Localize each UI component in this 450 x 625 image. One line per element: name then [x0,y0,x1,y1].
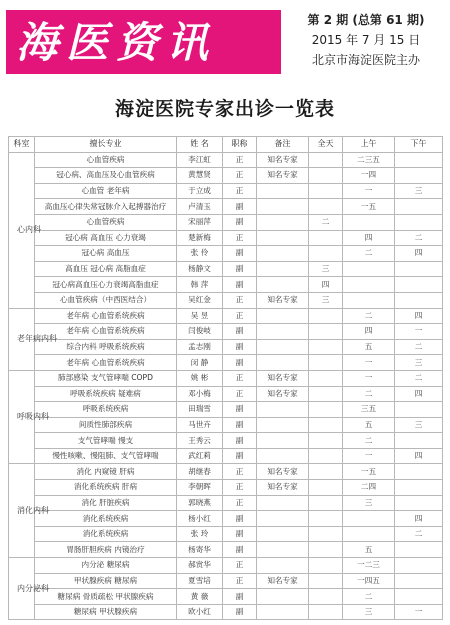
fullday-cell [309,417,343,433]
table-row [9,324,443,340]
issue-info [286,10,446,74]
doctor-title-cell: 副 [223,589,257,605]
afternoon-cell [395,433,443,449]
doctor-title-cell: 副 [223,324,257,340]
header-fullday: 全天 [309,137,343,153]
doctor-name-cell: 欧小红 [177,604,223,620]
doctor-title-cell: 正 [223,558,257,574]
table-row [9,246,443,262]
morning-cell: 三五 [343,402,395,418]
table-row [9,511,443,527]
morning-cell: 五 [343,542,395,558]
specialty-cell: 消化系统疾病 [35,511,177,527]
specialty-cell: 心血管疾病 [35,152,177,168]
fullday-cell [309,402,343,418]
fullday-cell [309,464,343,480]
afternoon-cell [395,214,443,230]
fullday-cell [309,526,343,542]
doctor-name-cell: 韩 萍 [177,277,223,293]
table-row [9,261,443,277]
doctor-title-cell: 正 [223,152,257,168]
doctor-name-cell: 杨寄华 [177,542,223,558]
table-row [9,152,443,168]
note-cell [257,433,309,449]
afternoon-cell: 二 [395,339,443,355]
department-label: 老年病内科 [17,334,57,344]
afternoon-cell [395,542,443,558]
fullday-cell [309,183,343,199]
header-morning: 上午 [343,137,395,153]
afternoon-cell: 四 [395,511,443,527]
morning-cell: 一四 [343,168,395,184]
fullday-cell [309,308,343,324]
note-cell: 知名专家 [257,152,309,168]
doctor-name-cell: 闵 静 [177,355,223,371]
note-cell [257,589,309,605]
table-row [9,183,443,199]
table-row [9,526,443,542]
doctor-name-cell: 吴红金 [177,292,223,308]
morning-cell [343,261,395,277]
morning-cell: 二 [343,589,395,605]
fullday-cell: 三 [309,292,343,308]
doctor-name-cell: 卢清玉 [177,199,223,215]
note-cell [257,230,309,246]
expert-schedule-table [8,136,443,620]
header-note: 备注 [257,137,309,153]
department-cell [9,464,49,558]
issue-date: 2015 年 7 月 15 日 [311,33,421,47]
afternoon-cell: 二 [395,230,443,246]
afternoon-cell [395,292,443,308]
fullday-cell [309,542,343,558]
note-cell [257,495,309,511]
note-cell [257,355,309,371]
table-row [9,480,443,496]
fullday-cell [309,230,343,246]
afternoon-cell [395,495,443,511]
note-cell [257,558,309,574]
morning-cell: 二 [343,308,395,324]
specialty-cell: 消化 内窥镜 肝病 [35,464,177,480]
doctor-name-cell: 姚 彬 [177,370,223,386]
morning-cell: 一二三 [343,558,395,574]
issue-sponsor: 北京市海淀医院主办 [311,53,420,67]
doctor-name-cell: 王秀云 [177,433,223,449]
table-row [9,402,443,418]
note-cell: 知名专家 [257,168,309,184]
afternoon-cell: 一 [395,324,443,340]
note-cell: 知名专家 [257,370,309,386]
brand-banner [6,10,281,74]
morning-cell: 一四五 [343,573,395,589]
header-specialty: 擅长专业 [35,137,177,153]
fullday-cell: 三 [309,261,343,277]
fullday-cell [309,573,343,589]
table-row [9,355,443,371]
specialty-cell: 心血管 老年病 [35,183,177,199]
note-cell: 知名专家 [257,292,309,308]
doctor-name-cell: 夏雪培 [177,573,223,589]
afternoon-cell: 四 [395,386,443,402]
note-cell [257,183,309,199]
newsletter-title: 海医资讯 [16,18,217,67]
doctor-name-cell: 马世卉 [177,417,223,433]
specialty-cell: 冠心病 高血压 [35,246,177,262]
afternoon-cell [395,573,443,589]
afternoon-cell [395,480,443,496]
afternoon-cell: 三 [395,355,443,371]
fullday-cell [309,168,343,184]
doctor-title-cell: 正 [223,386,257,402]
table-row [9,433,443,449]
table-row [9,589,443,605]
morning-cell: 二四 [343,480,395,496]
doctor-name-cell: 李江虹 [177,152,223,168]
specialty-cell: 慢性咳嗽、慢阻肺、支气管哮喘 [35,448,177,464]
afternoon-cell [395,464,443,480]
specialty-cell: 糖尿病 甲状腺疾病 [35,604,177,620]
specialty-cell: 消化 肝脏疾病 [35,495,177,511]
fullday-cell: 二 [309,214,343,230]
doctor-title-cell: 正 [223,573,257,589]
specialty-cell: 内分泌 糖尿病 [35,558,177,574]
specialty-cell: 消化系统疾病 [35,526,177,542]
fullday-cell [309,246,343,262]
doctor-name-cell: 武红莉 [177,448,223,464]
afternoon-cell [395,261,443,277]
specialty-cell: 支气管哮喘 慢支 [35,433,177,449]
doctor-title-cell: 正 [223,480,257,496]
doctor-name-cell: 孟志刚 [177,339,223,355]
doctor-name-cell: 黄慧贤 [177,168,223,184]
morning-cell: 一 [343,355,395,371]
doctor-name-cell: 宋丽萍 [177,214,223,230]
doctor-name-cell: 楚新梅 [177,230,223,246]
note-cell: 知名专家 [257,573,309,589]
morning-cell: 二 [343,386,395,402]
specialty-cell: 间质性肺部疾病 [35,417,177,433]
doctor-name-cell: 张 伶 [177,246,223,262]
morning-cell: 四 [343,324,395,340]
doctor-title-cell: 正 [223,230,257,246]
fullday-cell [309,355,343,371]
note-cell [257,199,309,215]
afternoon-cell: 二 [395,526,443,542]
doctor-name-cell: 邓小梅 [177,386,223,402]
afternoon-cell [395,168,443,184]
specialty-cell: 消化系统疾病 肝病 [35,480,177,496]
department-cell [9,152,41,308]
fullday-cell [309,511,343,527]
note-cell [257,417,309,433]
morning-cell: 二 [343,433,395,449]
table-row [9,308,443,324]
issue-number: 第 2 期 (总第 61 期) [307,13,425,27]
doctor-title-cell: 副 [223,542,257,558]
note-cell [257,324,309,340]
afternoon-cell [395,402,443,418]
note-cell [257,526,309,542]
table-row [9,464,443,480]
table-row [9,339,443,355]
doctor-name-cell: 黄 薇 [177,589,223,605]
specialty-cell: 冠心病高血压心力衰竭高脂血症 [35,277,177,293]
morning-cell: 三 [343,604,395,620]
specialty-cell: 高血压心律失常冠脉介入起搏器治疗 [35,199,177,215]
fullday-cell: 四 [309,277,343,293]
afternoon-cell [395,152,443,168]
specialty-cell: 冠心病、高血压及心血管疾病 [35,168,177,184]
table-row [9,168,443,184]
doctor-name-cell: 杨小红 [177,511,223,527]
morning-cell: 五 [343,417,395,433]
note-cell: 知名专家 [257,480,309,496]
doctor-name-cell: 吴 昱 [177,308,223,324]
doctor-name-cell: 张 玲 [177,526,223,542]
note-cell [257,246,309,262]
doctor-title-cell: 副 [223,511,257,527]
document-title: 海淀医院专家出诊一览表 [114,98,335,120]
table-row [9,199,443,215]
specialty-cell: 肺部感染 支气管哮喘 COPD [35,370,177,386]
doctor-title-cell: 正 [223,370,257,386]
table-body [9,152,443,620]
department-cell [9,308,57,370]
note-cell: 知名专家 [257,464,309,480]
note-cell [257,542,309,558]
department-label: 消化内科 [17,505,49,515]
doctor-title-cell: 副 [223,402,257,418]
afternoon-cell: 四 [395,308,443,324]
fullday-cell [309,199,343,215]
table-row [9,448,443,464]
fullday-cell [309,324,343,340]
department-label: 呼吸内科 [17,412,49,422]
morning-cell [343,526,395,542]
table-header-row [9,137,443,153]
note-cell: 知名专家 [257,386,309,402]
doctor-title-cell: 正 [223,308,257,324]
note-cell [257,604,309,620]
table-row [9,370,443,386]
note-cell [257,511,309,527]
doctor-title-cell: 副 [223,246,257,262]
table-row [9,558,443,574]
doctor-title-cell: 副 [223,277,257,293]
doctor-name-cell: 李朝晖 [177,480,223,496]
morning-cell: 一五 [343,199,395,215]
specialty-cell: 甲状腺疾病 糖尿病 [35,573,177,589]
afternoon-cell: 四 [395,246,443,262]
morning-cell [343,511,395,527]
masthead [0,0,450,84]
doctor-title-cell: 副 [223,526,257,542]
specialty-cell: 高血压 冠心病 高脂血症 [35,261,177,277]
doctor-title-cell: 正 [223,168,257,184]
fullday-cell [309,339,343,355]
doctor-title-cell: 副 [223,448,257,464]
morning-cell [343,277,395,293]
afternoon-cell [395,589,443,605]
fullday-cell [309,386,343,402]
doctor-name-cell: 闫俊岐 [177,324,223,340]
doctor-title-cell: 副 [223,355,257,371]
doctor-title-cell: 正 [223,464,257,480]
doctor-title-cell: 副 [223,261,257,277]
specialty-cell: 心血管疾病（中西医结合） [35,292,177,308]
afternoon-cell [395,199,443,215]
specialty-cell: 老年病 心血管系统疾病 [35,324,177,340]
morning-cell [343,214,395,230]
table-row [9,495,443,511]
fullday-cell [309,558,343,574]
doctor-title-cell: 副 [223,214,257,230]
afternoon-cell: 一 [395,604,443,620]
morning-cell [343,292,395,308]
doctor-title-cell: 副 [223,339,257,355]
doctor-title-cell: 副 [223,417,257,433]
department-label: 内分泌科 [17,583,49,593]
fullday-cell [309,495,343,511]
note-cell [257,308,309,324]
doctor-title-cell: 正 [223,292,257,308]
doctor-name-cell: 杨静文 [177,261,223,277]
specialty-cell: 胃肠肝胆疾病 内镜治疗 [35,542,177,558]
afternoon-cell: 三 [395,183,443,199]
department-cell [9,370,49,464]
specialty-cell: 糖尿病 骨质疏松 甲状腺疾病 [35,589,177,605]
table-row [9,214,443,230]
department-cell [9,558,49,620]
afternoon-cell: 四 [395,448,443,464]
fullday-cell [309,370,343,386]
morning-cell: 一 [343,370,395,386]
doctor-name-cell: 田瑞雪 [177,402,223,418]
morning-cell: 一 [343,448,395,464]
fullday-cell [309,448,343,464]
fullday-cell [309,604,343,620]
doctor-title-cell: 副 [223,433,257,449]
morning-cell: 二 [343,246,395,262]
doctor-name-cell: 于立成 [177,183,223,199]
doctor-title-cell: 正 [223,183,257,199]
afternoon-cell: 三 [395,417,443,433]
afternoon-cell: 二 [395,370,443,386]
afternoon-cell [395,277,443,293]
morning-cell: 二三五 [343,152,395,168]
doctor-name-cell: 郝赏华 [177,558,223,574]
specialty-cell: 冠心病 高血压 心力衰竭 [35,230,177,246]
doctor-name-cell: 郭晓燕 [177,495,223,511]
doctor-title-cell: 副 [223,199,257,215]
table-row [9,277,443,293]
specialty-cell: 呼吸系统疾病 [35,402,177,418]
morning-cell: 一五 [343,464,395,480]
table-row [9,542,443,558]
doctor-name-cell: 胡继春 [177,464,223,480]
note-cell [257,339,309,355]
header-afternoon: 下午 [395,137,443,153]
table-row [9,604,443,620]
table-row [9,573,443,589]
morning-cell: 三 [343,495,395,511]
specialty-cell: 心血管疾病 [35,214,177,230]
table-row [9,386,443,402]
table-row [9,417,443,433]
afternoon-cell [395,558,443,574]
fullday-cell [309,589,343,605]
specialty-cell: 老年病 心血管系统疾病 [35,355,177,371]
doctor-title-cell: 正 [223,495,257,511]
table-row [9,292,443,308]
morning-cell: 四 [343,230,395,246]
note-cell [257,448,309,464]
table-row [9,230,443,246]
header-dept: 科室 [9,137,35,153]
department-label: 心内科 [17,225,41,235]
note-cell [257,214,309,230]
note-cell [257,261,309,277]
morning-cell: 五 [343,339,395,355]
header-name: 姓 名 [177,137,223,153]
specialty-cell: 综合内科 呼吸系统疾病 [35,339,177,355]
note-cell [257,402,309,418]
specialty-cell: 呼吸系统疾病 疑难病 [35,386,177,402]
fullday-cell [309,433,343,449]
header-title: 职称 [223,137,257,153]
specialty-cell: 老年病 心血管系统疾病 [35,308,177,324]
doctor-title-cell: 副 [223,604,257,620]
fullday-cell [309,152,343,168]
fullday-cell [309,480,343,496]
morning-cell: 一 [343,183,395,199]
note-cell [257,277,309,293]
